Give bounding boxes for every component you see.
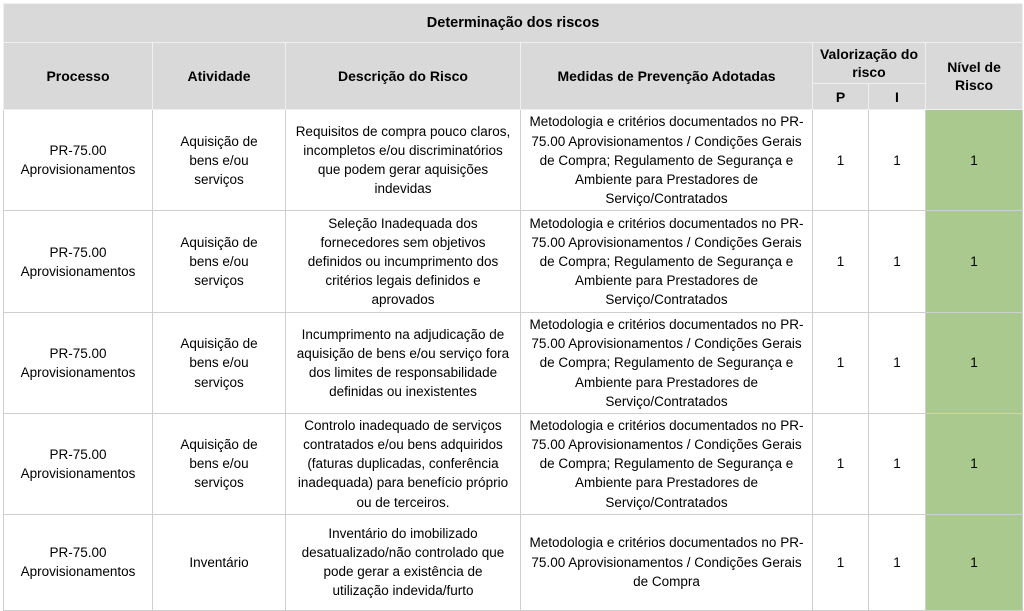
cell-medidas: Metodologia e critérios documentados no PR-75.00 Aprovisionamentos / Condições Gerais de Compra; Regulamento de Segurança e Ambiente para Prestadores de Serviço/Contratados <box>521 110 813 211</box>
cell-descricao: Incumprimento na adjudicação de aquisição de bens e/ou serviço fora dos limites de responsabilidade definidas ou inexistentes <box>286 313 521 414</box>
cell-i-value: 1 <box>869 514 926 610</box>
col-header-i: I <box>869 84 926 110</box>
cell-p-value: 1 <box>813 110 869 211</box>
cell-nivel-risco: 1 <box>926 413 1023 514</box>
cell-atividade: Aquisição de bens e/ou serviços <box>153 110 286 211</box>
cell-descricao: Seleção Inadequada dos fornecedores sem objetivos definidos ou incumprimento dos critérios legais definidos e aprovados <box>286 211 521 313</box>
col-header-p: P <box>813 84 869 110</box>
risk-table <box>3 3 1023 611</box>
cell-atividade: Inventário <box>153 514 286 610</box>
cell-i-value: 1 <box>869 211 926 313</box>
col-header-valorizacao: Valorização do risco <box>813 43 926 84</box>
col-header-atividade: Atividade <box>153 43 286 110</box>
cell-descricao: Requisitos de compra pouco claros, incompletos e/ou discriminatórios que podem gerar aquisições indevidas <box>286 110 521 211</box>
cell-processo: PR-75.00 Aprovisionamentos <box>4 413 153 514</box>
table-row <box>4 313 1023 414</box>
cell-atividade: Aquisição de bens e/ou serviços <box>153 313 286 414</box>
table-row <box>4 211 1023 313</box>
col-header-medidas: Medidas de Prevenção Adotadas <box>521 43 813 110</box>
table-row <box>4 514 1023 610</box>
col-header-nivel: Nível de Risco <box>926 43 1023 110</box>
cell-p-value: 1 <box>813 514 869 610</box>
cell-p-value: 1 <box>813 413 869 514</box>
cell-nivel-risco: 1 <box>926 313 1023 414</box>
cell-medidas: Metodologia e critérios documentados no PR-75.00 Aprovisionamentos / Condições Gerais de Compra; Regulamento de Segurança e Ambiente para Prestadores de Serviço/Contratados <box>521 211 813 313</box>
cell-nivel-risco: 1 <box>926 211 1023 313</box>
cell-nivel-risco: 1 <box>926 110 1023 211</box>
cell-descricao: Inventário do imobilizado desatualizado/não controlado que pode gerar a existência de utilização indevida/furto <box>286 514 521 610</box>
cell-descricao: Controlo inadequado de serviços contratados e/ou bens adquiridos (faturas duplicadas, conferência inadequada) para benefício próprio ou de terceiros. <box>286 413 521 514</box>
title-row <box>4 4 1023 43</box>
cell-processo: PR-75.00 Aprovisionamentos <box>4 211 153 313</box>
cell-medidas: Metodologia e critérios documentados no PR-75.00 Aprovisionamentos / Condições Gerais de Compra; Regulamento de Segurança e Ambiente para Prestadores de Serviço/Contratados <box>521 313 813 414</box>
cell-processo: PR-75.00 Aprovisionamentos <box>4 514 153 610</box>
cell-medidas: Metodologia e critérios documentados no PR-75.00 Aprovisionamentos / Condições Gerais de Compra; Regulamento de Segurança e Ambiente para Prestadores de Serviço/Contratados <box>521 413 813 514</box>
cell-atividade: Aquisição de bens e/ou serviços <box>153 413 286 514</box>
col-header-processo: Processo <box>4 43 153 110</box>
cell-processo: PR-75.00 Aprovisionamentos <box>4 110 153 211</box>
cell-i-value: 1 <box>869 413 926 514</box>
table-title: Determinação dos riscos <box>4 4 1023 43</box>
cell-p-value: 1 <box>813 313 869 414</box>
table-row <box>4 413 1023 514</box>
cell-i-value: 1 <box>869 110 926 211</box>
col-header-descricao: Descrição do Risco <box>286 43 521 110</box>
cell-medidas: Metodologia e critérios documentados no PR-75.00 Aprovisionamentos / Condições Gerais de Compra <box>521 514 813 610</box>
table-row <box>4 110 1023 211</box>
cell-nivel-risco: 1 <box>926 514 1023 610</box>
header-row <box>4 43 1023 84</box>
cell-i-value: 1 <box>869 313 926 414</box>
cell-p-value: 1 <box>813 211 869 313</box>
cell-processo: PR-75.00 Aprovisionamentos <box>4 313 153 414</box>
cell-atividade: Aquisição de bens e/ou serviços <box>153 211 286 313</box>
